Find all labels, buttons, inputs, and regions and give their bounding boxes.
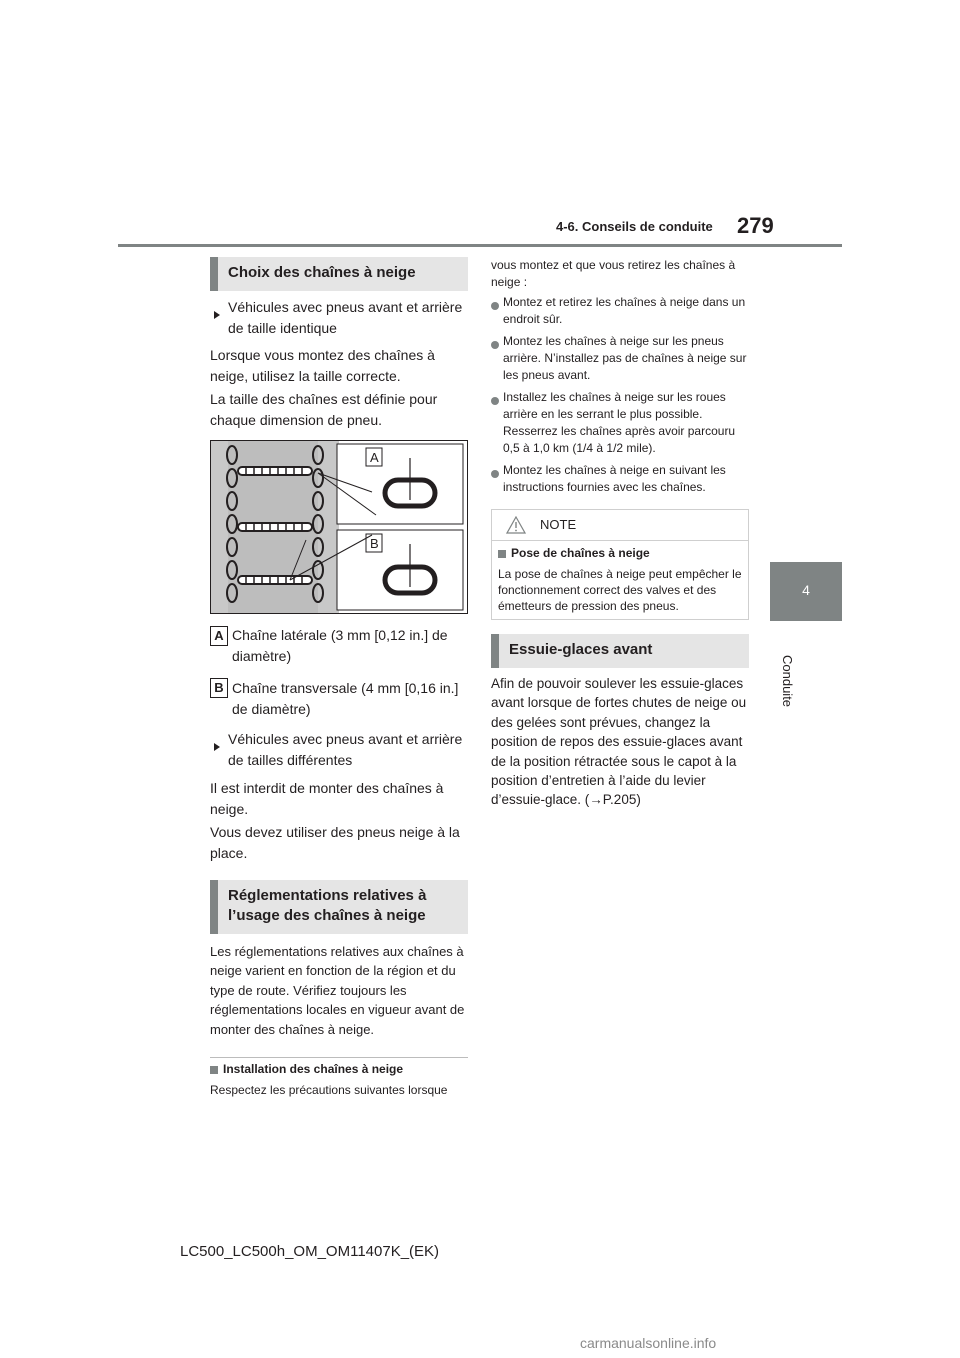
- para-precautions: Respectez les précautions suivantes lorsque: [210, 1083, 448, 1097]
- footer-model-code: LC500_LC500h_OM_OM11407K_(EK): [180, 1243, 440, 1260]
- bullet-text: Véhicules avec pneus avant et arrière de tailles différentes: [228, 731, 463, 768]
- subhead-installation: [210, 1061, 468, 1078]
- para-continued: vous montez et que vous retirez les chaînes à neige :: [491, 258, 736, 289]
- triangle-bullet-icon: [214, 297, 228, 339]
- callout-a: [210, 626, 228, 646]
- square-bullet-icon: [498, 550, 506, 558]
- item-a-text: Chaîne latérale (3 mm [0,12 in.] de diamètre): [232, 627, 448, 664]
- note-subhead-text: Pose de chaînes à neige: [511, 546, 650, 560]
- para-snow-tires: Vous devez utiliser des pneus neige à la place.: [210, 824, 460, 861]
- snow-chain-figure: [210, 440, 468, 614]
- para-chain-size: La taille des chaînes est définie pour chaque dimension de pneu.: [210, 391, 438, 428]
- para-forbidden: Il est interdit de monter des chaînes à neige.: [210, 780, 444, 817]
- bullet-text: Véhicules avec pneus avant et arrière de taille identique: [228, 299, 463, 336]
- figure-label-a: A: [370, 450, 379, 465]
- section-title-reglementations: Réglementations relatives à l’usage des chaînes à neige: [210, 880, 468, 934]
- list-item: [491, 462, 749, 496]
- para-regulations: Les réglementations relatives aux chaînes à neige varient en fonction de la région et du type de route. Vérifiez toujours les réglementations locales en vigueur avant de monter des chaînes à neige.: [210, 944, 465, 1037]
- subhead-text: Installation des chaînes à neige: [223, 1062, 404, 1076]
- triangle-bullet-icon: [214, 729, 228, 771]
- bullet-same-size: [214, 297, 464, 339]
- section-breadcrumb: 4-6. Conseils de conduite: [556, 219, 713, 234]
- item-b-text: Chaîne transversale (4 mm [0,16 in.] de diamètre): [232, 680, 459, 717]
- list-item-text: Montez les chaînes à neige sur les pneus arrière. N’installez pas de chaînes à neige sur les pneus avant.: [503, 334, 747, 382]
- bullet-different-size: [214, 729, 464, 771]
- header-rule: [118, 244, 842, 247]
- para-wipers: Afin de pouvoir soulever les essuie-glaces avant lorsque de fortes chutes de neige ou des gelées sont prévues, changez la position de repos des essuie-glaces avant de la position rétractée sous le capot à la position d’entretien à l’aide du levier d’essuie-glace. (→P.205): [491, 676, 747, 808]
- page-number: 279: [737, 213, 774, 238]
- list-item: [491, 333, 749, 384]
- chapter-number: 4: [802, 582, 810, 598]
- callout-b: [210, 678, 228, 698]
- list-item-text: Montez et retirez les chaînes à neige dans un endroit sûr.: [503, 295, 746, 326]
- divider: [210, 1057, 468, 1058]
- circle-bullet-icon: [491, 333, 503, 384]
- precaution-list: [491, 294, 749, 496]
- section-title-essuie-glaces: Essuie-glaces avant: [491, 634, 749, 668]
- list-item-text: Installez les chaînes à neige sur les roues arrière en les serrant le plus possible. Resserrez les chaînes après avoir parcouru 0,5 à 1,0 km (1/4 à 1/2 mile).: [503, 390, 736, 455]
- note-header: [492, 510, 748, 541]
- para-correct-size: Lorsque vous montez des chaînes à neige, utilisez la taille correcte.: [210, 347, 435, 384]
- warning-triangle-icon: [506, 516, 526, 534]
- list-item: [491, 389, 749, 457]
- chapter-label: Conduite: [780, 655, 795, 708]
- square-bullet-icon: [210, 1066, 218, 1074]
- list-item: [491, 294, 749, 328]
- callout-b-badge: B: [210, 678, 228, 698]
- circle-bullet-icon: [491, 294, 503, 328]
- callout-a-badge: A: [210, 626, 228, 646]
- figure-label-b: B: [370, 536, 379, 551]
- watermark: carmanualsonline.info: [580, 1335, 717, 1351]
- circle-bullet-icon: [491, 389, 503, 457]
- list-item-text: Montez les chaînes à neige en suivant les instructions fournies avec les chaînes.: [503, 463, 726, 494]
- note-box: [491, 509, 749, 620]
- note-text: La pose de chaînes à neige peut empêcher le fonctionnement correct des valves et des émetteurs de pression des pneus.: [498, 567, 742, 613]
- section-title-choix: Choix des chaînes à neige: [210, 257, 468, 291]
- circle-bullet-icon: [491, 462, 503, 496]
- note-subhead: [492, 541, 748, 562]
- note-title: NOTE: [540, 517, 577, 532]
- snow-chain-illustration: [210, 440, 468, 614]
